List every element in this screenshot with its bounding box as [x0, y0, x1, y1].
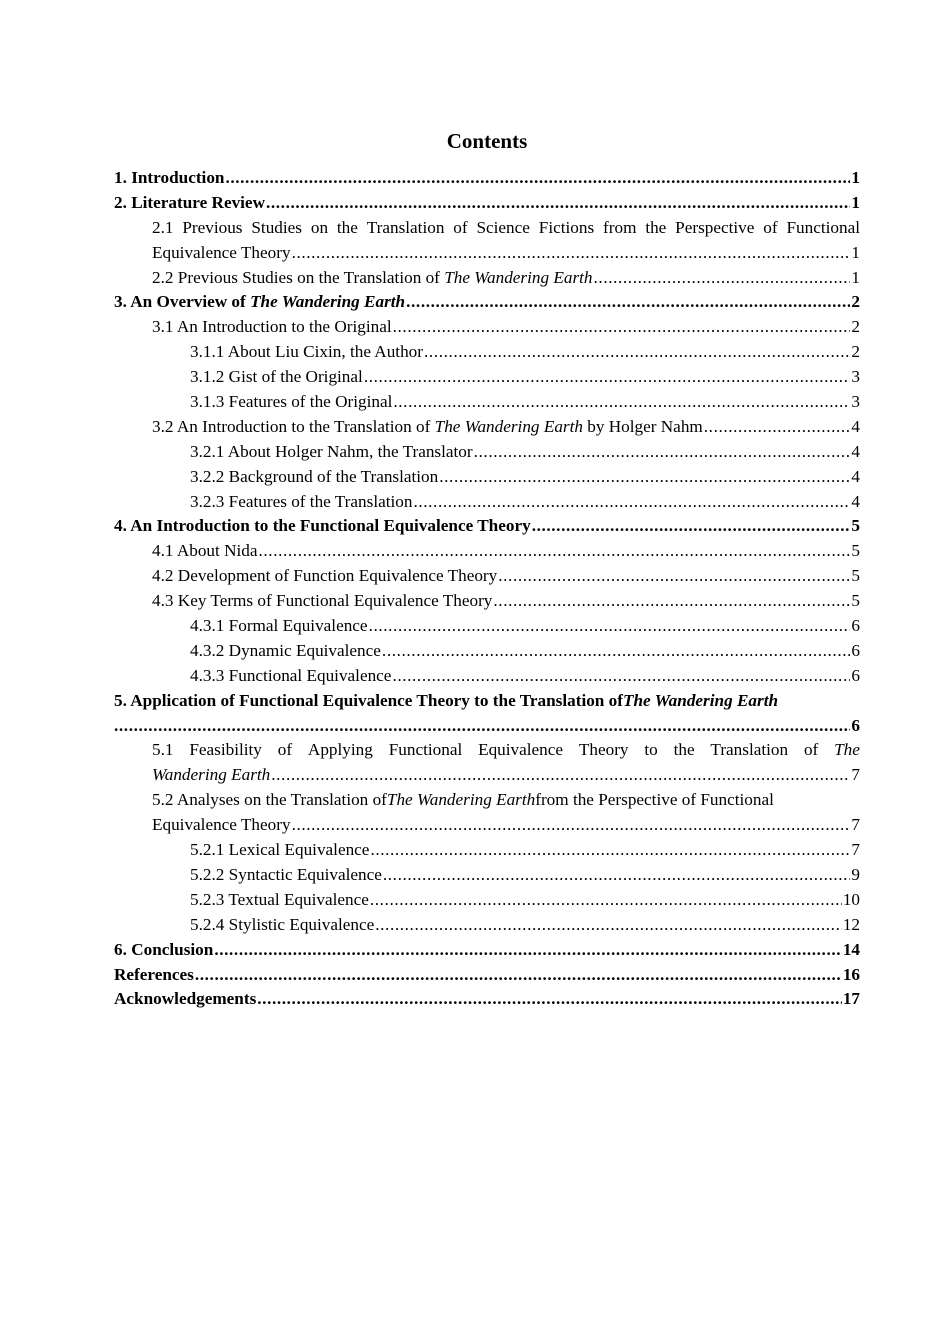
dot-leader [364, 365, 851, 390]
toc-entry-3-1-2[interactable] [114, 365, 860, 390]
toc-page-number: 6 [851, 665, 860, 685]
dot-leader [413, 490, 850, 515]
toc-entry-label: 4.3.1 Formal Equivalence [190, 616, 368, 636]
toc-page-number: 6 [851, 715, 860, 735]
toc-entry-4-3-1[interactable] [114, 614, 860, 639]
toc-page-number: 3 [851, 392, 860, 412]
toc-entry-2-2[interactable] [114, 266, 860, 291]
dot-leader [292, 813, 851, 838]
toc-entry-introduction[interactable] [114, 166, 860, 191]
toc-entry-label: 4.1 About Nida [152, 541, 258, 561]
toc-entry-label: 4. An Introduction to the Functional Equivalence Theory [114, 516, 531, 536]
toc-entry-3-2-3[interactable] [114, 490, 860, 515]
toc-entry-3-1[interactable] [114, 315, 860, 340]
toc-page-number: 2 [851, 342, 860, 362]
toc-page-number: 6 [851, 616, 860, 636]
toc-page-number: 1 [851, 192, 860, 212]
toc-entry-label: 3.1.3 Features of the Original [190, 392, 393, 412]
dot-leader [114, 714, 850, 739]
dot-leader [375, 913, 842, 938]
dot-leader [292, 241, 851, 266]
toc-page-number: 14 [842, 939, 860, 959]
dot-leader [439, 465, 850, 490]
dot-leader [383, 863, 851, 888]
dot-leader [382, 639, 850, 664]
toc-entry-label: 5.2.1 Lexical Equivalence [190, 840, 370, 860]
toc-entry-3-2[interactable] [114, 415, 860, 440]
toc-entry-label-line1: 5. Application of Functional Equivalence Theory to the Translation ofThe Wandering Earth [114, 690, 779, 710]
toc-page-number: 16 [842, 964, 860, 984]
toc-entry-functional-equivalence-intro[interactable] [114, 514, 860, 539]
toc-page-number: 2 [851, 317, 860, 337]
dot-leader [257, 987, 842, 1012]
toc-entry-label: 2.2 Previous Studies on the Translation of The Wandering Earth [152, 267, 593, 287]
dot-leader [532, 514, 851, 539]
toc-entry-application[interactable] [114, 689, 860, 739]
dot-leader [498, 564, 850, 589]
toc-entry-label: 4.3.2 Dynamic Equivalence [190, 640, 381, 660]
toc-entry-label: 4.3 Key Terms of Functional Equivalence Theory [152, 591, 493, 611]
dot-leader [406, 290, 850, 315]
toc-entry-4-2[interactable] [114, 564, 860, 589]
toc-entry-label: 3.2 An Introduction to the Translation of The Wandering Earth by Holger Nahm [152, 416, 703, 436]
toc-page-number: 1 [851, 242, 860, 262]
dot-leader [393, 315, 851, 340]
toc-entry-5-2-4[interactable] [114, 913, 860, 938]
toc-entry-conclusion[interactable] [114, 938, 860, 963]
toc-entry-label-line2: Wandering Earth [152, 765, 271, 785]
toc-page-number: 5 [851, 591, 860, 611]
toc-entry-label: 3.1.2 Gist of the Original [190, 367, 363, 387]
toc-page-number: 5 [851, 541, 860, 561]
toc-entry-2-1[interactable] [114, 216, 860, 266]
toc-entry-label: Acknowledgements [114, 989, 257, 1009]
dot-leader [195, 963, 842, 988]
page-title: Contents [446, 129, 528, 153]
dot-leader [493, 589, 850, 614]
toc-entry-label: 4.3.3 Functional Equivalence [190, 665, 392, 685]
toc-entry-3-1-1[interactable] [114, 340, 860, 365]
toc-page-number: 4 [851, 441, 860, 461]
toc-page-number: 3 [851, 367, 860, 387]
toc-entry-3-1-3[interactable] [114, 390, 860, 415]
toc-entry-label: 2. Literature Review [114, 192, 265, 212]
toc-entry-label-line1: 2.1 Previous Studies on the Translation of Science Fictions from the Perspective of Functional [152, 217, 860, 237]
toc-page-number: 7 [851, 815, 860, 835]
toc-entry-literature-review[interactable] [114, 191, 860, 216]
dot-leader [370, 838, 850, 863]
toc-entry-label: 5.2.2 Syntactic Equivalence [190, 864, 382, 884]
toc-entry-4-3[interactable] [114, 589, 860, 614]
toc-entry-3-2-2[interactable] [114, 465, 860, 490]
toc-entry-overview[interactable] [114, 290, 860, 315]
toc-entry-acknowledgements[interactable] [114, 987, 860, 1012]
toc-page-number: 7 [851, 765, 860, 785]
toc-entry-5-2-3[interactable] [114, 888, 860, 913]
toc-entry-label-line1: 5.1 Feasibility of Applying Functional Equivalence Theory to the Translation of The [152, 740, 860, 760]
toc-page-number: 6 [851, 640, 860, 660]
toc-entry-label: 3.2.1 About Holger Nahm, the Translator [190, 441, 473, 461]
table-of-contents [114, 166, 860, 1012]
toc-entry-label-line1: 5.2 Analyses on the Translation ofThe Wandering Earthfrom the Perspective of Functional [152, 790, 774, 810]
toc-entry-label: 4.2 Development of Function Equivalence Theory [152, 566, 498, 586]
toc-entry-label: 6. Conclusion [114, 939, 214, 959]
dot-leader [225, 166, 850, 191]
toc-page-number: 10 [842, 889, 860, 909]
toc-entry-label-line2: Equivalence Theory [152, 242, 291, 262]
toc-entry-5-1[interactable] [114, 738, 860, 788]
toc-entry-references[interactable] [114, 963, 860, 988]
toc-page-number: 5 [851, 516, 860, 536]
toc-entry-4-3-3[interactable] [114, 664, 860, 689]
dot-leader [474, 440, 851, 465]
toc-entry-label: 3.2.3 Features of the Translation [190, 491, 413, 511]
toc-page-number: 1 [851, 168, 860, 187]
toc-entry-3-2-1[interactable] [114, 440, 860, 465]
toc-page-number: 4 [851, 416, 860, 436]
toc-entry-4-3-2[interactable] [114, 639, 860, 664]
toc-page-number: 5 [851, 566, 860, 586]
toc-page-number: 17 [842, 989, 860, 1009]
toc-entry-label: References [114, 964, 194, 984]
dot-leader [271, 763, 850, 788]
toc-entry-4-1[interactable] [114, 539, 860, 564]
toc-entry-label-line2: Equivalence Theory [152, 815, 291, 835]
toc-page-number: 12 [842, 914, 860, 934]
toc-entry-label: 1. Introduction [114, 168, 225, 187]
toc-entry-label: 3.1.1 About Liu Cixin, the Author [190, 342, 423, 362]
dot-leader [393, 390, 850, 415]
dot-leader [594, 266, 851, 291]
toc-entry-5-2-2[interactable] [114, 863, 860, 888]
toc-entry-label: 3. An Overview of The Wandering Earth [114, 292, 406, 312]
toc-entry-label: 3.1 An Introduction to the Original [152, 317, 392, 337]
dot-leader [369, 614, 851, 639]
toc-entry-5-2[interactable] [114, 788, 860, 838]
dot-leader [704, 415, 851, 440]
toc-page-number: 4 [851, 491, 860, 511]
toc-page-number: 4 [851, 466, 860, 486]
toc-page-number: 9 [851, 864, 860, 884]
toc-entry-label: 3.2.2 Background of the Translation [190, 466, 439, 486]
toc-page-number: 7 [851, 840, 860, 860]
dot-leader [259, 539, 851, 564]
dot-leader [214, 938, 841, 963]
toc-page-number: 2 [851, 292, 860, 312]
toc-entry-label: 5.2.3 Textual Equivalence [190, 889, 369, 909]
dot-leader [424, 340, 850, 365]
toc-entry-label: 5.2.4 Stylistic Equivalence [190, 914, 375, 934]
dot-leader [266, 191, 850, 216]
dot-leader [392, 664, 850, 689]
toc-entry-5-2-1[interactable] [114, 838, 860, 863]
dot-leader [370, 888, 842, 913]
toc-page-number: 1 [851, 267, 860, 287]
